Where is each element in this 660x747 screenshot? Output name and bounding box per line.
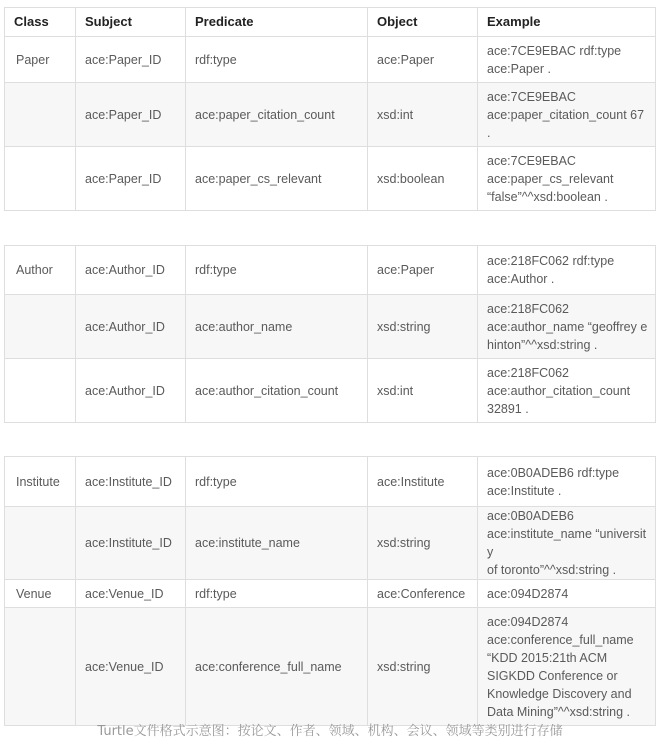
example-cell xyxy=(478,359,656,423)
predicate-cell: rdf:type xyxy=(186,246,368,295)
class-cell xyxy=(5,83,76,147)
example-cell xyxy=(478,37,656,83)
example-line: ace:218FC062 rdf:type xyxy=(487,254,615,268)
table-row xyxy=(5,457,656,507)
header-class: Class xyxy=(5,8,76,37)
example-line: ace:218FC062 xyxy=(487,365,570,380)
class-cell xyxy=(5,608,76,726)
object-cell: xsd:string xyxy=(368,507,478,580)
predicate-cell: ace:paper_citation_count xyxy=(186,83,368,147)
example-line: ace:7CE9EBAC xyxy=(487,89,576,104)
example-line: ace:Author . xyxy=(487,272,555,286)
example-line: “KDD 2015:21th ACM xyxy=(487,650,608,665)
predicate-cell: ace:paper_cs_relevant xyxy=(186,147,368,211)
table-row xyxy=(5,608,656,726)
subject-cell: ace:Paper_ID xyxy=(76,147,186,211)
table-row xyxy=(5,359,656,423)
example-line: ace:Institute . xyxy=(487,483,562,498)
subject-cell: ace:Author_ID xyxy=(76,359,186,423)
example-cell xyxy=(478,580,656,608)
example-cell xyxy=(478,83,656,147)
subject-cell: ace:Venue_ID xyxy=(76,580,186,608)
example-line: ace:7CE9EBAC xyxy=(487,153,576,168)
example-cell xyxy=(478,457,656,507)
class-cell: Author xyxy=(5,246,76,295)
example-line: ace:0B0ADEB6 rdf:type xyxy=(487,465,620,480)
subject-cell: ace:Institute_ID xyxy=(76,507,186,580)
example-line: ace:218FC062 xyxy=(487,301,570,316)
header-subject: Subject xyxy=(76,8,186,37)
header-example: Example xyxy=(478,8,656,37)
class-cell: Venue xyxy=(5,580,76,608)
predicate-cell: rdf:type xyxy=(186,580,368,608)
header-object: Object xyxy=(368,8,478,37)
object-cell: ace:Paper xyxy=(368,246,478,295)
example-line: ace:paper_cs_relevant xyxy=(487,171,614,186)
example-line: Knowledge Discovery and xyxy=(487,686,632,701)
example-line: ace:author_name “geoffrey e xyxy=(487,319,648,334)
table-row xyxy=(5,37,656,83)
predicate-cell: ace:institute_name xyxy=(186,507,368,580)
paper-triples-table xyxy=(4,7,656,211)
example-line: ace:institute_name “university xyxy=(487,527,647,559)
example-cell xyxy=(478,507,656,580)
subject-cell: ace:Author_ID xyxy=(76,246,186,295)
table-row xyxy=(5,295,656,359)
example-cell xyxy=(478,608,656,726)
example-line: ace:0B0ADEB6 xyxy=(487,509,574,523)
object-cell: xsd:string xyxy=(368,608,478,726)
class-cell: Paper xyxy=(5,37,76,83)
header-predicate: Predicate xyxy=(186,8,368,37)
class-cell xyxy=(5,359,76,423)
subject-cell: ace:Venue_ID xyxy=(76,608,186,726)
predicate-cell: ace:author_name xyxy=(186,295,368,359)
example-line: 32891 . xyxy=(487,401,529,416)
class-cell xyxy=(5,507,76,580)
object-cell: ace:Paper xyxy=(368,37,478,83)
class-cell: Institute xyxy=(5,457,76,507)
predicate-cell: ace:conference_full_name xyxy=(186,608,368,726)
example-line: ace:author_citation_count xyxy=(487,383,631,398)
subject-cell: ace:Paper_ID xyxy=(76,37,186,83)
object-cell: xsd:int xyxy=(368,359,478,423)
example-line: ace:094D2874 xyxy=(487,586,569,601)
table-row xyxy=(5,147,656,211)
class-cell xyxy=(5,147,76,211)
subject-cell: ace:Institute_ID xyxy=(76,457,186,507)
example-cell xyxy=(478,295,656,359)
object-cell: xsd:string xyxy=(368,295,478,359)
example-cell xyxy=(478,246,656,295)
example-line: of toronto”^^xsd:string . xyxy=(487,563,617,577)
example-line: Data Mining”^^xsd:string . xyxy=(487,704,631,719)
example-line: ace:paper_citation_count 67 xyxy=(487,107,645,122)
example-line: ace:7CE9EBAC rdf:type xyxy=(487,43,622,58)
figure-caption: Turtle文件格式示意图：按论文、作者、领域、机构、会议、领域等类别进行存储 xyxy=(97,724,563,739)
object-cell: xsd:int xyxy=(368,83,478,147)
table-header-row xyxy=(5,8,656,37)
institute-venue-triples-table xyxy=(4,456,656,726)
example-line: hinton”^^xsd:string . xyxy=(487,337,598,352)
example-cell xyxy=(478,147,656,211)
example-line: SIGKDD Conference or xyxy=(487,668,618,683)
example-line: ace:conference_full_name xyxy=(487,632,634,647)
table-row xyxy=(5,507,656,580)
author-triples-table xyxy=(4,245,656,423)
example-line: ace:094D2874 xyxy=(487,614,569,629)
object-cell: ace:Conference xyxy=(368,580,478,608)
table-row xyxy=(5,83,656,147)
object-cell: xsd:boolean xyxy=(368,147,478,211)
example-line: “false”^^xsd:boolean . xyxy=(487,189,608,204)
subject-cell: ace:Paper_ID xyxy=(76,83,186,147)
table-row xyxy=(5,580,656,608)
object-cell: ace:Institute xyxy=(368,457,478,507)
table-row xyxy=(5,246,656,295)
predicate-cell: ace:author_citation_count xyxy=(186,359,368,423)
subject-cell: ace:Author_ID xyxy=(76,295,186,359)
predicate-cell: rdf:type xyxy=(186,37,368,83)
example-line: . xyxy=(487,125,491,140)
example-line: ace:Paper . xyxy=(487,61,551,76)
predicate-cell: rdf:type xyxy=(186,457,368,507)
class-cell xyxy=(5,295,76,359)
